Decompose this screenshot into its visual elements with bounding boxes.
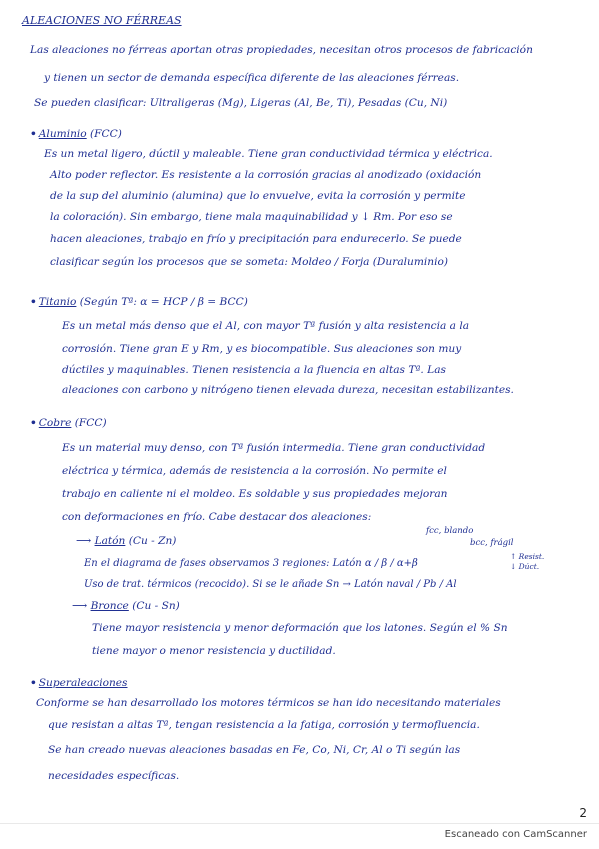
aluminio-line-5: hacen aleaciones, trabajo en frío y precipitación para endurecerlo. Se puede — [50, 233, 462, 245]
titanio-heading: Titanio — [38, 296, 77, 308]
cobre-line-2: eléctrica y térmica, además de resistencia a la corrosión. No permite el — [62, 465, 447, 477]
aluminio-line-3: de la sup del aluminio (alumina) que lo envuelve, evita la corrosión y permite — [50, 190, 466, 202]
laton-label: Latón — [94, 535, 126, 547]
bullet-dot-icon: • — [30, 128, 37, 140]
superaleaciones-line-1: Conforme se han desarrollado los motores térmicos se han ido necesitando materiales — [36, 697, 501, 709]
bronce-label: Bronce — [90, 600, 129, 612]
cobre-line-1: Es un material muy denso, con Tª fusión intermedia. Tiene gran conductividad — [62, 442, 486, 454]
laton-annotation-top: fcc, blando — [426, 526, 474, 536]
scanner-watermark: Escaneado con CamScanner — [444, 829, 587, 840]
right-arrow-icon: ⟶ — [76, 535, 92, 547]
titanio-note: (Según Tª: α = HCP / β = BCC) — [79, 296, 248, 308]
aluminio-heading: Aluminio — [38, 128, 87, 140]
intro-line-3: Se pueden clasificar: Ultraligeras (Mg), Ligeras (Al, Be, Ti), Pesadas (Cu, Ni) — [34, 97, 448, 109]
section-heading-aluminio — [30, 128, 122, 140]
section-heading-superaleaciones — [30, 677, 128, 689]
laton-side-2: ↓ Dúct. — [510, 562, 540, 571]
cobre-line-3: trabajo en caliente ni el moldeo. Es soldable y sus propiedades mejoran — [62, 488, 448, 500]
aluminio-line-2: Alto poder reflector. Es resistente a la corrosión gracias al anodizado (oxidación — [50, 169, 482, 181]
bullet-dot-icon: • — [30, 417, 37, 429]
titanio-line-3: dúctiles y maquinables. Tienen resistencia a la fluencia en altas Tª. Las — [62, 364, 446, 376]
laton-side-1: ↑ Resist. — [510, 552, 545, 561]
scanner-footer — [0, 823, 599, 849]
bronce-line-2: tiene mayor o menor resistencia y ductilidad. — [92, 645, 336, 657]
section-heading-titanio — [30, 296, 248, 308]
page-number: 2 — [579, 806, 587, 820]
superaleaciones-line-2: que resistan a altas Tª, tengan resistencia a la fatiga, corrosión y termofluencia. — [48, 719, 480, 731]
titanio-line-1: Es un metal más denso que el Al, con mayor Tª fusión y alta resistencia a la — [62, 320, 470, 332]
titanio-line-4: aleaciones con carbono y nitrógeno tienen elevada dureza, necesitan estabilizantes. — [62, 384, 514, 396]
bullet-dot-icon: • — [30, 296, 37, 308]
cobre-line-4: con deformaciones en frío. Cabe destacar dos aleaciones: — [62, 511, 372, 523]
aluminio-line-6: clasificar según los procesos que se someta: Moldeo / Forja (Duraluminio) — [50, 256, 448, 268]
aluminio-line-1: Es un metal ligero, dúctil y maleable. Tiene gran conductividad térmica y eléctrica. — [44, 148, 493, 160]
laton-annotation-right: bcc, frágil — [470, 538, 514, 548]
aluminio-note: (FCC) — [90, 128, 122, 140]
laton-alloy: (Cu - Zn) — [128, 535, 177, 547]
aluminio-line-4: la coloración). Sin embargo, tiene mala maquinabilidad y ↓ Rm. Por eso se — [50, 211, 453, 223]
right-arrow-icon: ⟶ — [72, 600, 88, 612]
superaleaciones-line-3: Se han creado nuevas aleaciones basadas en Fe, Co, Ni, Cr, Al o Ti según las — [48, 744, 461, 756]
laton-line-2: Uso de trat. térmicos (recocido). Si se le añade Sn → Latón naval / Pb / Al — [84, 579, 457, 590]
laton-heading — [76, 535, 176, 547]
cobre-note: (FCC) — [74, 417, 107, 429]
superaleaciones-line-4: necesidades específicas. — [48, 770, 180, 782]
laton-line-1: En el diagrama de fases observamos 3 regiones: Latón α / β / α+β — [84, 558, 418, 569]
bronce-alloy: (Cu - Sn) — [132, 600, 180, 612]
bullet-dot-icon: • — [30, 677, 37, 689]
page-title: ALEACIONES NO FÉRREAS — [22, 14, 182, 27]
titanio-line-2: corrosión. Tiene gran E y Rm, y es biocompatible. Sus aleaciones son muy — [62, 343, 462, 355]
section-heading-cobre — [30, 417, 107, 429]
superaleaciones-heading: Superaleaciones — [38, 677, 128, 689]
bronce-line-1: Tiene mayor resistencia y menor deformación que los latones. Según el % Sn — [92, 622, 508, 634]
intro-line-2: y tienen un sector de demanda específica diferente de las aleaciones férreas. — [44, 72, 460, 84]
bronce-heading — [72, 600, 180, 612]
intro-line-1: Las aleaciones no férreas aportan otras propiedades, necesitan otros procesos de fabricación — [30, 44, 533, 56]
cobre-heading: Cobre — [38, 417, 72, 429]
